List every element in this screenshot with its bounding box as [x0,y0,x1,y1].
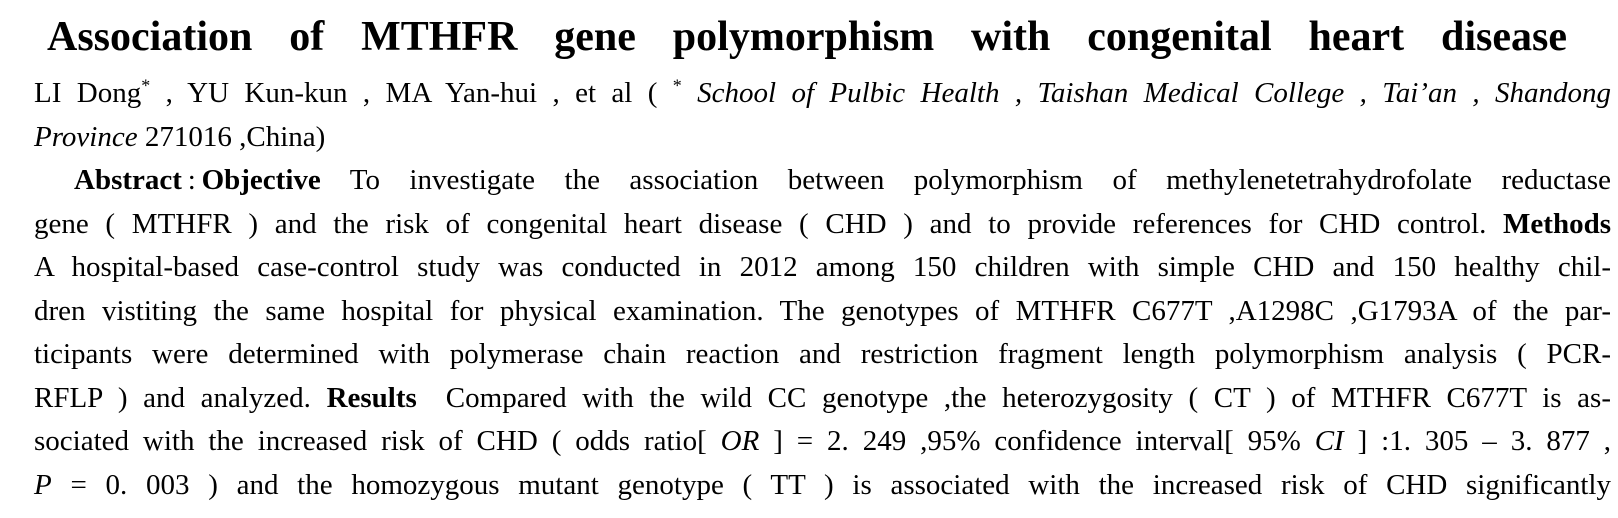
text-line [34,246,1611,290]
text-run: sociated with the increased risk of CHD ( odds ratio[ [34,425,721,457]
text-run: * [141,75,151,96]
text-run: LI Dong [34,77,142,109]
text-run: P [34,468,52,501]
text-line [34,290,1611,334]
text-line [34,464,1611,508]
paper-title: Association of MTHFR gene polymorphism with congenital heart disease [47,14,1567,60]
text-run: To investigate the association between polymorphism of methylenetetrahydrofolate reductase [320,164,1611,196]
text-line [34,72,1611,116]
text-run: A hospital-based case-control study was conducted in 2012 among 150 children with simple CHD and 150 healthy chil- [34,251,1611,283]
text-run: ] = 2. 249 ,95% confidence interval[ 95% [759,425,1315,457]
text-line [34,333,1611,377]
text-run: RFLP ) and analyzed. [34,381,327,414]
text-run: , YU Kun-kun , MA Yan-hui , et al ( [150,77,673,109]
text-run: 271016 ,China) [137,120,326,153]
abstract-block [34,159,1611,507]
text-run: OR [720,425,760,457]
text-line [34,159,1611,203]
text-run: * [672,75,682,96]
text-run: School of Pulbic Health , Taishan Medical College , Tai’an , Shandong [681,77,1611,109]
text-run: Results [326,381,417,414]
text-run: dren vistiting the same hospital for physical examination. The genotypes of MTHFR C677T ,A1298C ,G1793A of the par- [34,294,1611,327]
text-run: ticipants were determined with polymerase chain reaction and restriction fragment length polymorphism analysis ( PCR- [34,338,1611,370]
text-run: = 0. 003 ) and the homozygous mutant genotype ( TT ) is associated with the increased risk of CHD significantly [51,468,1611,501]
text-run: Compared with the wild CC genotype ,the heterozygosity ( CT ) of MTHFR C677T is as- [416,381,1611,414]
text-line [34,377,1611,421]
text-run: gene ( MTHFR ) and the risk of congenital heart disease ( CHD ) and to provide references for CHD control. [34,207,1504,240]
text-run: Objective [201,164,321,196]
author-affiliation-block [34,72,1611,159]
text-run: Abstract [74,164,182,196]
text-line [34,116,1611,160]
text-run: ] :1. 305 – 3. 877 , [1343,425,1612,457]
text-line [34,203,1611,247]
text-run: CI [1314,425,1344,457]
text-line [34,420,1611,464]
text-run: Methods [1503,207,1611,240]
text-run: Province [34,120,138,153]
text-run: : [181,164,202,196]
